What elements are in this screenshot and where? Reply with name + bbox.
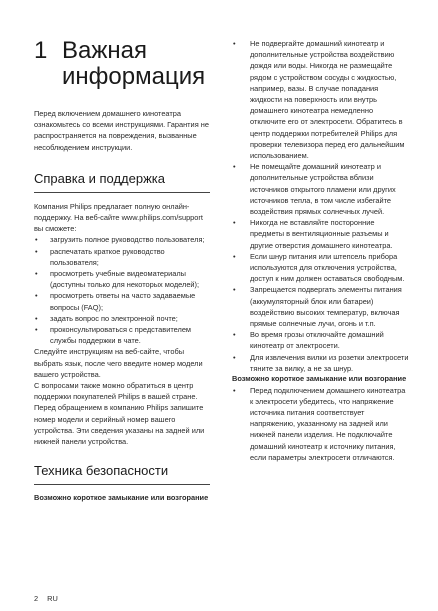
- page-number: 2: [34, 594, 39, 603]
- list-item: • Перед подключением домашнего кинотеатра к электросети убедитесь, что напряжение источника питания соответствует напряжению, указанному на задней или нижней панели изделия. Не подключайте домашний кинотеатр к источнику питания, если параметры электросети отличаются.: [232, 385, 410, 463]
- list-item: • Для извлечения вилки из розетки электросети тяните за вилку, а не за шнур.: [232, 352, 410, 374]
- language-code: RU: [47, 594, 58, 603]
- chapter-title-line2: информация: [62, 63, 206, 90]
- chapter-title: [62, 38, 205, 90]
- safety-subheading: Возможно короткое замыкание или возгорание: [34, 493, 209, 503]
- list-item: • просмотреть ответы на часто задаваемые вопросы (FAQ);: [34, 290, 210, 312]
- safety-list-2: [232, 385, 410, 463]
- list-item: • просмотреть учебные видеоматериалы (доступны только для некоторых моделей);: [34, 268, 210, 290]
- list-item: • Не помещайте домашний кинотеатр и дополнительные устройства вблизи источников открытого пламени или других источников тепла, в том числе избегайте воздействия прямых солнечных лучей.: [232, 161, 410, 217]
- help-heading: Справка и поддержка: [34, 171, 210, 193]
- intro-paragraph: Перед включением домашнего кинотеатра ознакомьтесь со всеми инструкциями. Гарантия не распространяется на повреждения, вызванные несоблюдением инструкции.: [34, 109, 209, 152]
- help-paragraph-1: Следуйте инструкциям на веб-сайте, чтобы выбрать язык, после чего введите номер модели вашего устройства.: [34, 347, 203, 379]
- chapter-title-line1: Важная: [62, 37, 148, 64]
- list-item: • загрузить полное руководство пользователя;: [34, 234, 210, 245]
- list-item: • проконсультироваться с представителем службы поддержки в чате.: [34, 324, 210, 346]
- right-subheading: Возможно короткое замыкание или возгорание: [232, 374, 407, 384]
- help-paragraph-2: С вопросами также можно обратиться в центр поддержки покупателей Philips в вашей стране. Перед обращением в компанию Philips запишите номер модели и серийный номер вашего устройства. Эти сведения указаны на задней или нижней панели устройства.: [34, 381, 205, 447]
- left-column: [34, 38, 210, 504]
- chapter-number: 1: [34, 37, 48, 64]
- chapter-header: [34, 38, 210, 90]
- list-item: • Не подвергайте домашний кинотеатр и дополнительные устройства воздействию дождя или воды. Никогда не размещайте рядом с устройством сосуды с жидкостью, например, вазы. В случае попадания жидкости на поверхность или внутрь домашнего кинотеатра немедленно отключите его от электросети. Обратитесь в центр поддержки потребителей Philips для проверки телевизора перед его дальнейшим использованием.: [232, 38, 410, 161]
- safety-heading: Техника безопасности: [34, 463, 210, 485]
- list-item: • распечатать краткое руководство пользователя;: [34, 246, 210, 268]
- list-item: • задать вопрос по электронной почте;: [34, 313, 210, 324]
- right-column: [232, 38, 410, 463]
- safety-list: [232, 38, 410, 374]
- help-list: [34, 234, 210, 346]
- page-footer: [34, 594, 58, 603]
- list-item: • Запрещается подвергать элементы питания (аккумуляторный блок или батареи) воздействию высоких температур, включая прямые солнечные лучи, огонь и т.п.: [232, 284, 410, 329]
- list-item: • Если шнур питания или штепсель прибора используются для отключения устройства, доступ к ним должен оставаться свободным.: [232, 251, 410, 285]
- help-intro: Компания Philips предлагает полную онлайн-поддержку. На веб-сайте www.philips.com/support вы сможете:: [34, 201, 203, 234]
- list-item: • Во время грозы отключайте домашний кинотеатр от электросети.: [232, 329, 410, 351]
- list-item: • Никогда не вставляйте посторонние предметы в вентиляционные разъемы и другие отверстия домашнего кинотеатра.: [232, 217, 410, 251]
